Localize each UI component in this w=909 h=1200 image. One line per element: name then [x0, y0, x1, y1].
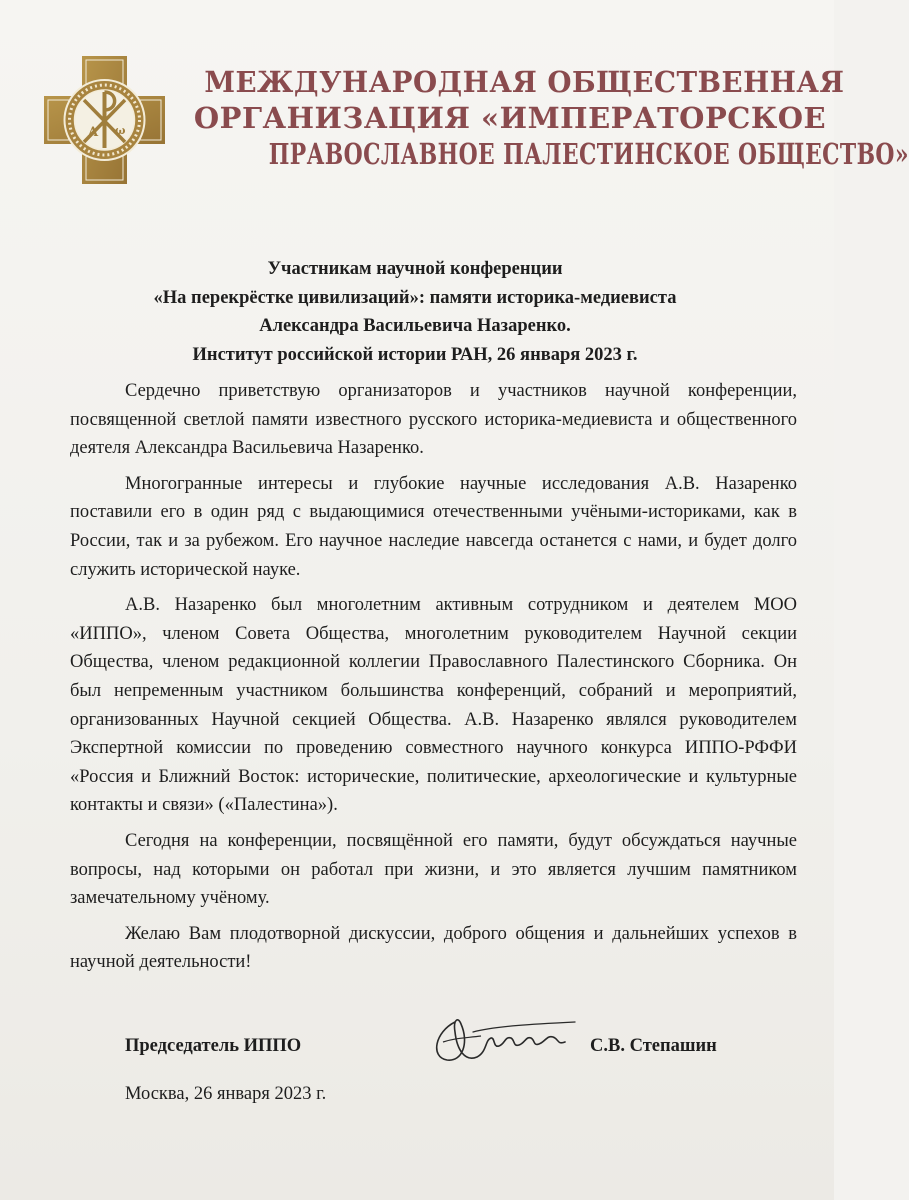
org-name-line-1: МЕЖДУНАРОДНАЯ ОБЩЕСТВЕННАЯ [204, 65, 845, 99]
organization-name [190, 64, 909, 172]
heading-line-2: «На перекрёстке цивилизаций»: памяти историка-медиевиста [153, 287, 677, 308]
paragraph-greeting: Сердечно приветствую организаторов и участников научной конференции, посвященной светлой памяти известного русского историка-медиевиста и общественного деятеля Александра Васильевича Назаренко. [70, 381, 797, 459]
letter-body [70, 377, 797, 977]
letter-heading [90, 255, 740, 369]
signatory-title: Председатель ИППО [125, 1036, 302, 1056]
handwritten-signature-icon [425, 1002, 585, 1072]
paragraph-interests: Многогранные интересы и глубокие научные исследования А.В. Назаренко поставили его в один ряд с выдающимися отечественными учёными-историками, как в России, так и за рубежом. Его научное наследие навсегда останется с нами, и будет долго служить исторической науке. [70, 473, 797, 580]
heading-line-1: Участникам научной конференции [267, 259, 563, 279]
org-name-line-3: ПРАВОСЛАВНОЕ ПАЛЕСТИНСКОЕ ОБЩЕСТВО» [268, 137, 909, 171]
org-name-line-2: ОРГАНИЗАЦИЯ «ИМПЕРАТОРСКОЕ [193, 101, 827, 135]
place-and-date: Москва, 26 января 2023 г. [125, 1084, 327, 1104]
chi-rho-cross-icon [42, 54, 167, 186]
heading-line-4: Институт российской истории РАН, 26 января 2023 г. [192, 344, 638, 365]
paragraph-wishes: Желаю Вам плодотворной дискуссии, доброго общения и дальнейших успехов в научной деятельности! [70, 923, 797, 973]
paragraph-activity: А.В. Назаренко был многолетним активным сотрудником и деятелем МОО «ИППО», членом Совета Общества, многолетним руководителем Научной секции Общества, членом редакционной коллегии Православного Палестинского Сборника. Он был непременным участником большинства конференций, собраний и мероприятий, организованных Научной секцией Общества. А.В. Назаренко являлся руководителем Экспертной комиссии по проведению совместного научного конкурса ИППО-РФФИ «Россия и Ближний Восток: исторические, политические, археологические и культурные контакты и связи» («Палестина»). [70, 595, 797, 816]
paragraph-conference: Сегодня на конференции, посвящённой его памяти, будут обсуждаться научные вопросы, над которыми он работал при жизни, и это является лучшим памятником замечательному учёному. [70, 830, 797, 909]
alpha-letter: A [88, 125, 99, 140]
signatory-name: С.В. Степашин [590, 1036, 717, 1056]
heading-line-3: Александра Васильевича Назаренко. [259, 316, 571, 336]
omega-letter: ω [115, 124, 126, 137]
society-emblem-logo [42, 54, 167, 186]
